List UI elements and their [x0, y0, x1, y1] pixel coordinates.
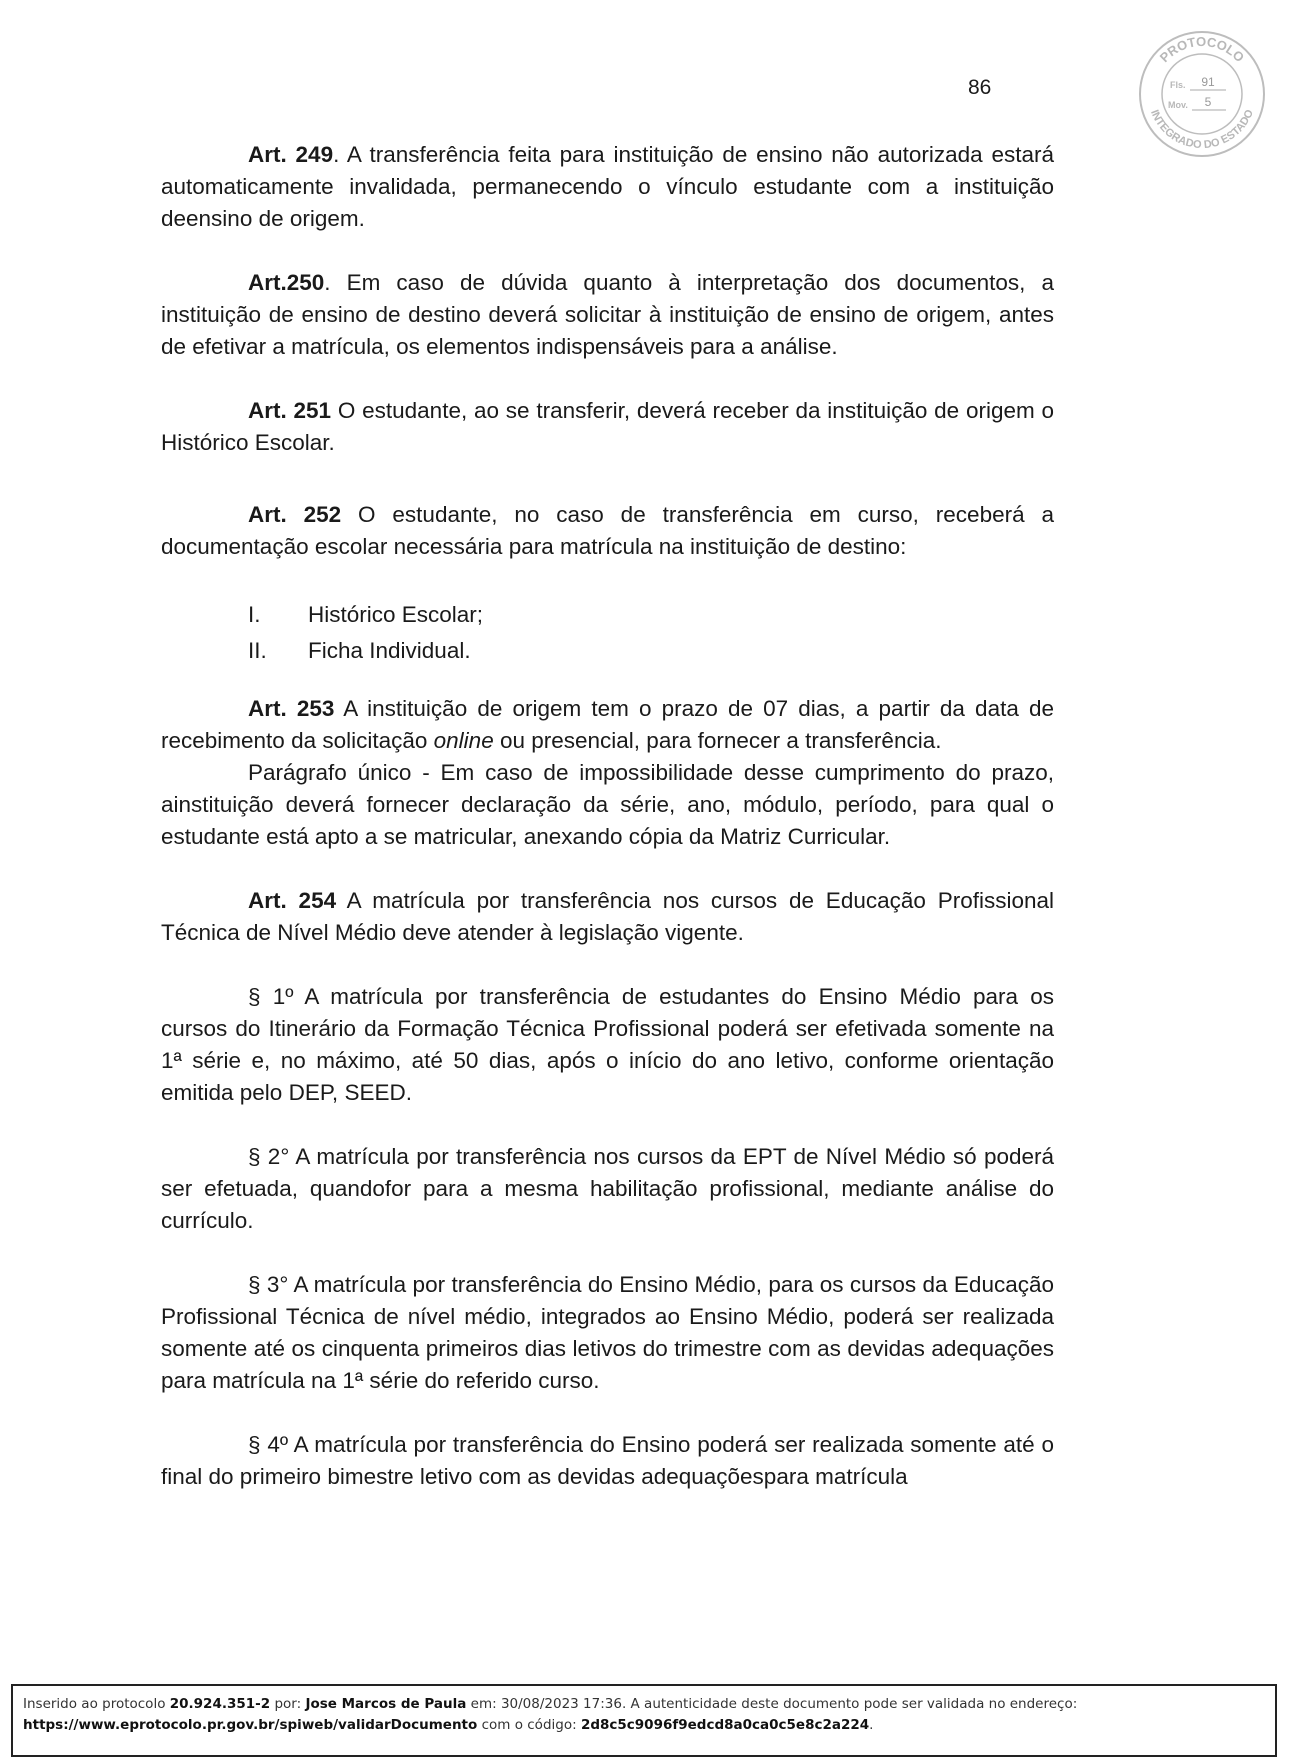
article-250-text: . Em caso de dúvida quanto à interpretação dos documentos, a instituição de ensino de destino deverá solicitar à instituição de ensino de origem, antes de efetivar a matrícula, os elementos indispensáveis para a análise. [161, 270, 1054, 359]
article-254-text: A matrícula por transferência nos cursos de Educação Profissional Técnica de Nível Médio deve atender à legislação vigente. [161, 888, 1054, 945]
article-249 [161, 139, 1054, 235]
article-252-text: O estudante, no caso de transferência em curso, receberá a documentação escolar necessária para matrícula na instituição de destino: [161, 502, 1054, 559]
footer-when: em: 30/08/2023 17:36. A autenticidade deste documento pode ser validada no endereço: [466, 1696, 1078, 1712]
footer-end: . [869, 1717, 874, 1733]
protocol-stamp [1138, 30, 1266, 158]
article-254-label: Art. 254 [248, 888, 337, 913]
article-251-label: Art. 251 [248, 398, 332, 423]
section-1: § 1º A matrícula por transferência de estudantes do Ensino Médio para os cursos do Itinerário da Formação Técnica Profissional poderá ser efetivada somente na 1ª série e, no máximo, até 50 dias, após o início do ano letivo, conforme orientação emitida pelo DEP, SEED. [161, 984, 1054, 1105]
stamp-mov-label: Mov. [1168, 100, 1188, 110]
article-253-paragraph: Parágrafo único - Em caso de impossibilidade desse cumprimento do prazo, ainstituição deverá fornecer declaração da série, ano, módulo, período, para qual o estudante está apto a se matricular, anexando cópia da Matriz Curricular. [161, 760, 1054, 849]
list-item-number: II. [248, 638, 267, 663]
article-251 [161, 395, 1054, 459]
footer-code-label: com o código: [477, 1717, 581, 1733]
article-251-text: O estudante, ao se transferir, deverá receber da instituição de origem o Histórico Escolar. [161, 398, 1055, 455]
footer-validation-box [11, 1684, 1277, 1757]
footer-by: por: [270, 1696, 306, 1712]
article-253-italic: online [433, 728, 494, 753]
article-254 [161, 885, 1054, 949]
article-250-label: Art.250 [248, 270, 325, 295]
page-number: 86 [968, 76, 992, 99]
list-item [161, 597, 1054, 633]
article-253-text-after: ou presencial, para fornecer a transferência. [493, 728, 942, 753]
footer-author: Jose Marcos de Paula [305, 1696, 467, 1712]
section-3: § 3° A matrícula por transferência do Ensino Médio, para os cursos da Educação Profissional Técnica de nível médio, integrados ao Ensino Médio, poderá ser realizada somente até os cinquenta primeiros dias letivos do trimestre com as devidas adequações para matrícula na 1ª série do referido curso. [161, 1272, 1054, 1393]
stamp-bottom-text: INTEGRADO DO ESTADO [1148, 107, 1257, 152]
footer-validation-url[interactable]: https://www.eprotocolo.pr.gov.br/spiweb/validarDocumento [23, 1717, 478, 1733]
stamp-fls-label: Fls. [1170, 80, 1186, 90]
footer-protocol-number: 20.924.351-2 [169, 1696, 271, 1712]
article-252-label: Art. 252 [248, 502, 342, 527]
article-249-text: . A transferência feita para instituição de ensino não autorizada estará automaticamente invalidada, permanecendo o vínculo estudante com a instituição deensino de origem. [161, 142, 1054, 231]
article-253 [161, 693, 1054, 757]
article-253-label: Art. 253 [248, 696, 335, 721]
stamp-top-text: PROTOCOLO [1156, 33, 1248, 66]
article-252-list [161, 597, 1054, 669]
stamp-fls-value: 91 [1201, 75, 1215, 89]
section-2: § 2° A matrícula por transferência nos cursos da EPT de Nível Médio só poderá ser efetuada, quandofor para a mesma habilitação profissional, mediante análise do currículo. [161, 1144, 1054, 1233]
list-item-number: I. [248, 602, 261, 627]
document-body [161, 139, 1054, 1493]
article-252 [161, 499, 1054, 563]
footer-prefix: Inserido ao protocolo [23, 1696, 170, 1712]
list-item-text: Histórico Escolar; [308, 602, 484, 627]
footer-validation-code: 2d8c5c9096f9edcd8a0ca0c5e8c2a224 [580, 1717, 870, 1733]
article-249-label: Art. 249 [248, 142, 334, 167]
article-250 [161, 267, 1054, 363]
list-item-text: Ficha Individual. [308, 638, 471, 663]
list-item [161, 633, 1054, 669]
article-253-text-before: A instituição de origem tem o prazo de 07 dias, a partir da data de recebimento da solicitação [161, 696, 1054, 753]
section-4: § 4º A matrícula por transferência do Ensino poderá ser realizada somente até o final do primeiro bimestre letivo com as devidas adequaçõespara matrícula [161, 1432, 1054, 1489]
stamp-mov-value: 5 [1204, 95, 1212, 109]
